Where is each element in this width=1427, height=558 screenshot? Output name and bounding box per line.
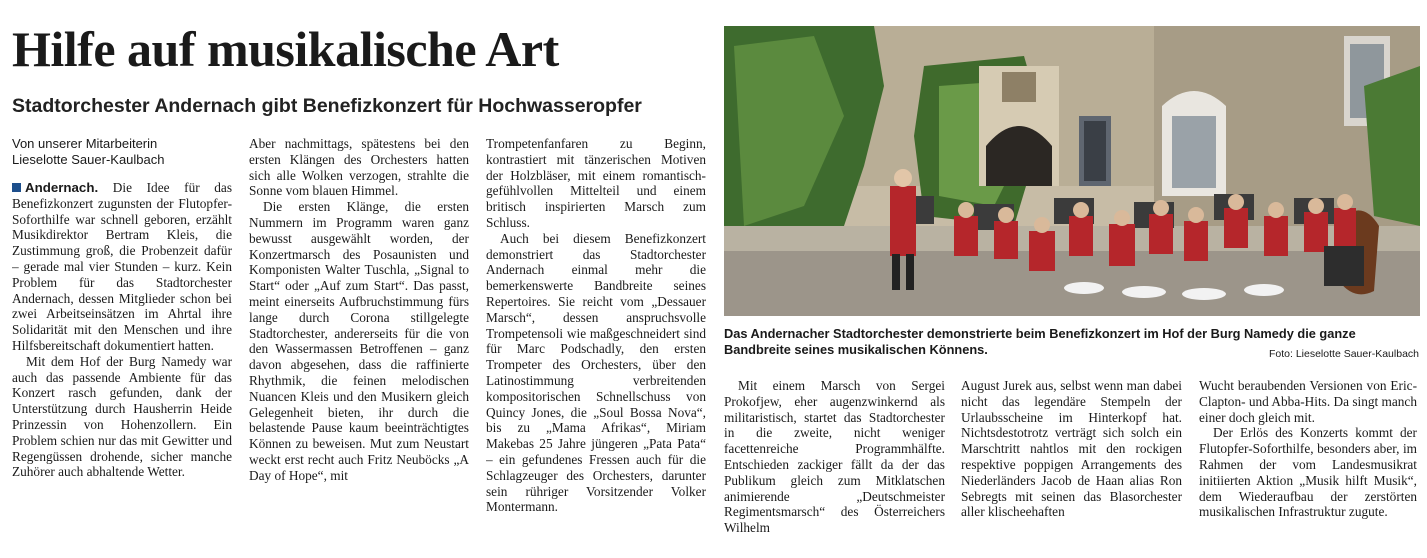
paragraph: Der Erlös des Konzerts kommt der Flutopfer-Soforthilfe, besonders aber, im Rahmen der vom Landesmusikrat initiierten Aktion „Musik hilft Musik“, dem Wiederaufbau der zerstörten musikalischen Infrastruktur zugute. (1199, 425, 1417, 520)
article-column-1 (12, 136, 232, 554)
dateline: Andernach. (25, 180, 99, 195)
paragraph: Die ersten Klänge, die ersten Nummern im Programm waren ganz bewusst ausgewählt worden, der Konzertmarsch des Posaunisten und Komponisten Walter Tuschla, „Signal to Start“ oder „Auf zum Start“. Das passt, meint einerseits Aufbruchstimmung fürs lange durch Corona stillgelegte Stadtorchester, andererseits für die von den Wassermassen Betroffenen – ganz davon abgesehen, dass die raffinierte Rhythmik, die feinen melodischen Nuancen Kleis und den Musikern gleich Gelegenheit bieten, ihr durch die belastende Pause kaum beeinträchtigtes Können zu beweisen. Mut zum Neustart weckt erst recht auch Fritz Neuböcks „A Day of Hope“, mit (249, 199, 469, 483)
photo-caption: Das Andernacher Stadtorchester demonstrierte beim Benefizkonzert im Hof der Burg Namedy die ganze Bandbreite seines musikalischen Könnens. (724, 326, 1356, 357)
paragraph: Mit einem Marsch von Sergei Prokofjew, eher augenzwinkernd als militaristisch, startet das Stadtorchester in die zweite, nicht weniger facettenreiche Programmhälfte. Entschieden zackiger fällt da der das Publikum gleich zum Mitklatschen animierende „Deutschmeister Regimentsmarsch“ des Österreichers Wilhelm (724, 378, 945, 536)
article-column-5 (961, 378, 1182, 554)
article-column-2 (249, 136, 469, 554)
paragraph: August Jurek aus, selbst wenn man dabei nicht das legendäre Stempeln der Urlaubsscheine im Hinterkopf hat. Nichtsdestotrotz verträgt sich solch ein Marschtritt nahtlos mit den rockigen respektive poppigen Arrangements des Niederländers Jacob de Haan alias Ron Sebregts mit seinen das Blasorchester aller klischeehaften (961, 378, 1182, 520)
paragraph-text: Die Idee für das Benefizkonzert zugunsten der Flutopfer-Soforthilfe war schnell geboren, erzählt Musikdirektor Bertram Kleis, die Zustimmung groß, die Probenzeit dafür – gerade mal vier Stunden – kurz. Kein Problem für das Stadtorchester Andernach, dessen Mitglieder schon bei zwei Arbeitseinsätzen im Ahrtal ihre Solidarität mit den Menschen und ihre Hilfsbereitschaft dokumentiert hatten. (12, 180, 232, 353)
paragraph: Aber nachmittags, spätestens bei den ersten Klängen des Orchesters hatten sich alle Wolken verzogen, strahlte die Sonne vom blauen Himmel. (249, 136, 469, 199)
headline: Hilfe auf musikalische Art (12, 21, 559, 77)
byline (12, 136, 232, 168)
paragraph: Auch bei diesem Benefizkonzert demonstriert das Stadtorchester Andernach einmal mehr die bemerkenswerte Bandbreite seines Repertoires. Sie reicht vom „Dessauer Marsch“, dessen anspruchsvolle Trompetensoli wie maßgeschneidert sind für Marc Podschadly, den ersten Trompeter des Orchesters, über den Latinostimmung verbreitenden kompositorischen Schnellschuss von Quincy Jones, die „Soul Bossa Nova“, bis zu „Mama Afrikas“, Miriam Makebas 25 Jahre jüngeren „Pata Pata“ – ein gefundenes Fressen auch für die Schlagzeuger des Orchesters, darunter sein rühriger Vorsitzender Volker Montermann. (486, 230, 706, 515)
article-column-3 (486, 136, 706, 554)
paragraph: Wucht beraubenden Versionen von Eric-Clapton- und Abba-Hits. Da singt manch einer doch gleich mit. (1199, 378, 1417, 425)
orchestra-photo (724, 26, 1420, 316)
byline-line-1: Von unserer Mitarbeiterin (12, 136, 158, 151)
paragraph (12, 180, 232, 354)
subheadline: Stadtorchester Andernach gibt Benefizkonzert für Hochwasseropfer (12, 95, 642, 117)
article-column-4 (724, 378, 945, 554)
paragraph: Mit dem Hof der Burg Namedy war auch das passende Ambiente für das Konzert rasch gefunden, dank der Unterstützung durch Hausherrin Heide Prinzessin von Hohenzollern. Ein Problem schien nur das mit Gewitter und Regengüssen drohende, sicher manche Zuhörer auch abhaltende Wetter. (12, 353, 232, 480)
orchestra-photo-image (724, 26, 1420, 316)
paragraph: Trompetenfanfaren zu Beginn, kontrastiert mit tänzerischen Motiven der Holzbläser, mit einem romantisch-gefühlvollen Mittelteil und einem britisch inspirierten Marsch zum Schluss. (486, 136, 706, 230)
article-column-6 (1199, 378, 1417, 554)
dateline-square-icon (12, 183, 21, 192)
photo-credit: Foto: Lieselotte Sauer-Kaulbach (1268, 348, 1419, 360)
byline-author: Lieselotte Sauer-Kaulbach (12, 152, 165, 167)
